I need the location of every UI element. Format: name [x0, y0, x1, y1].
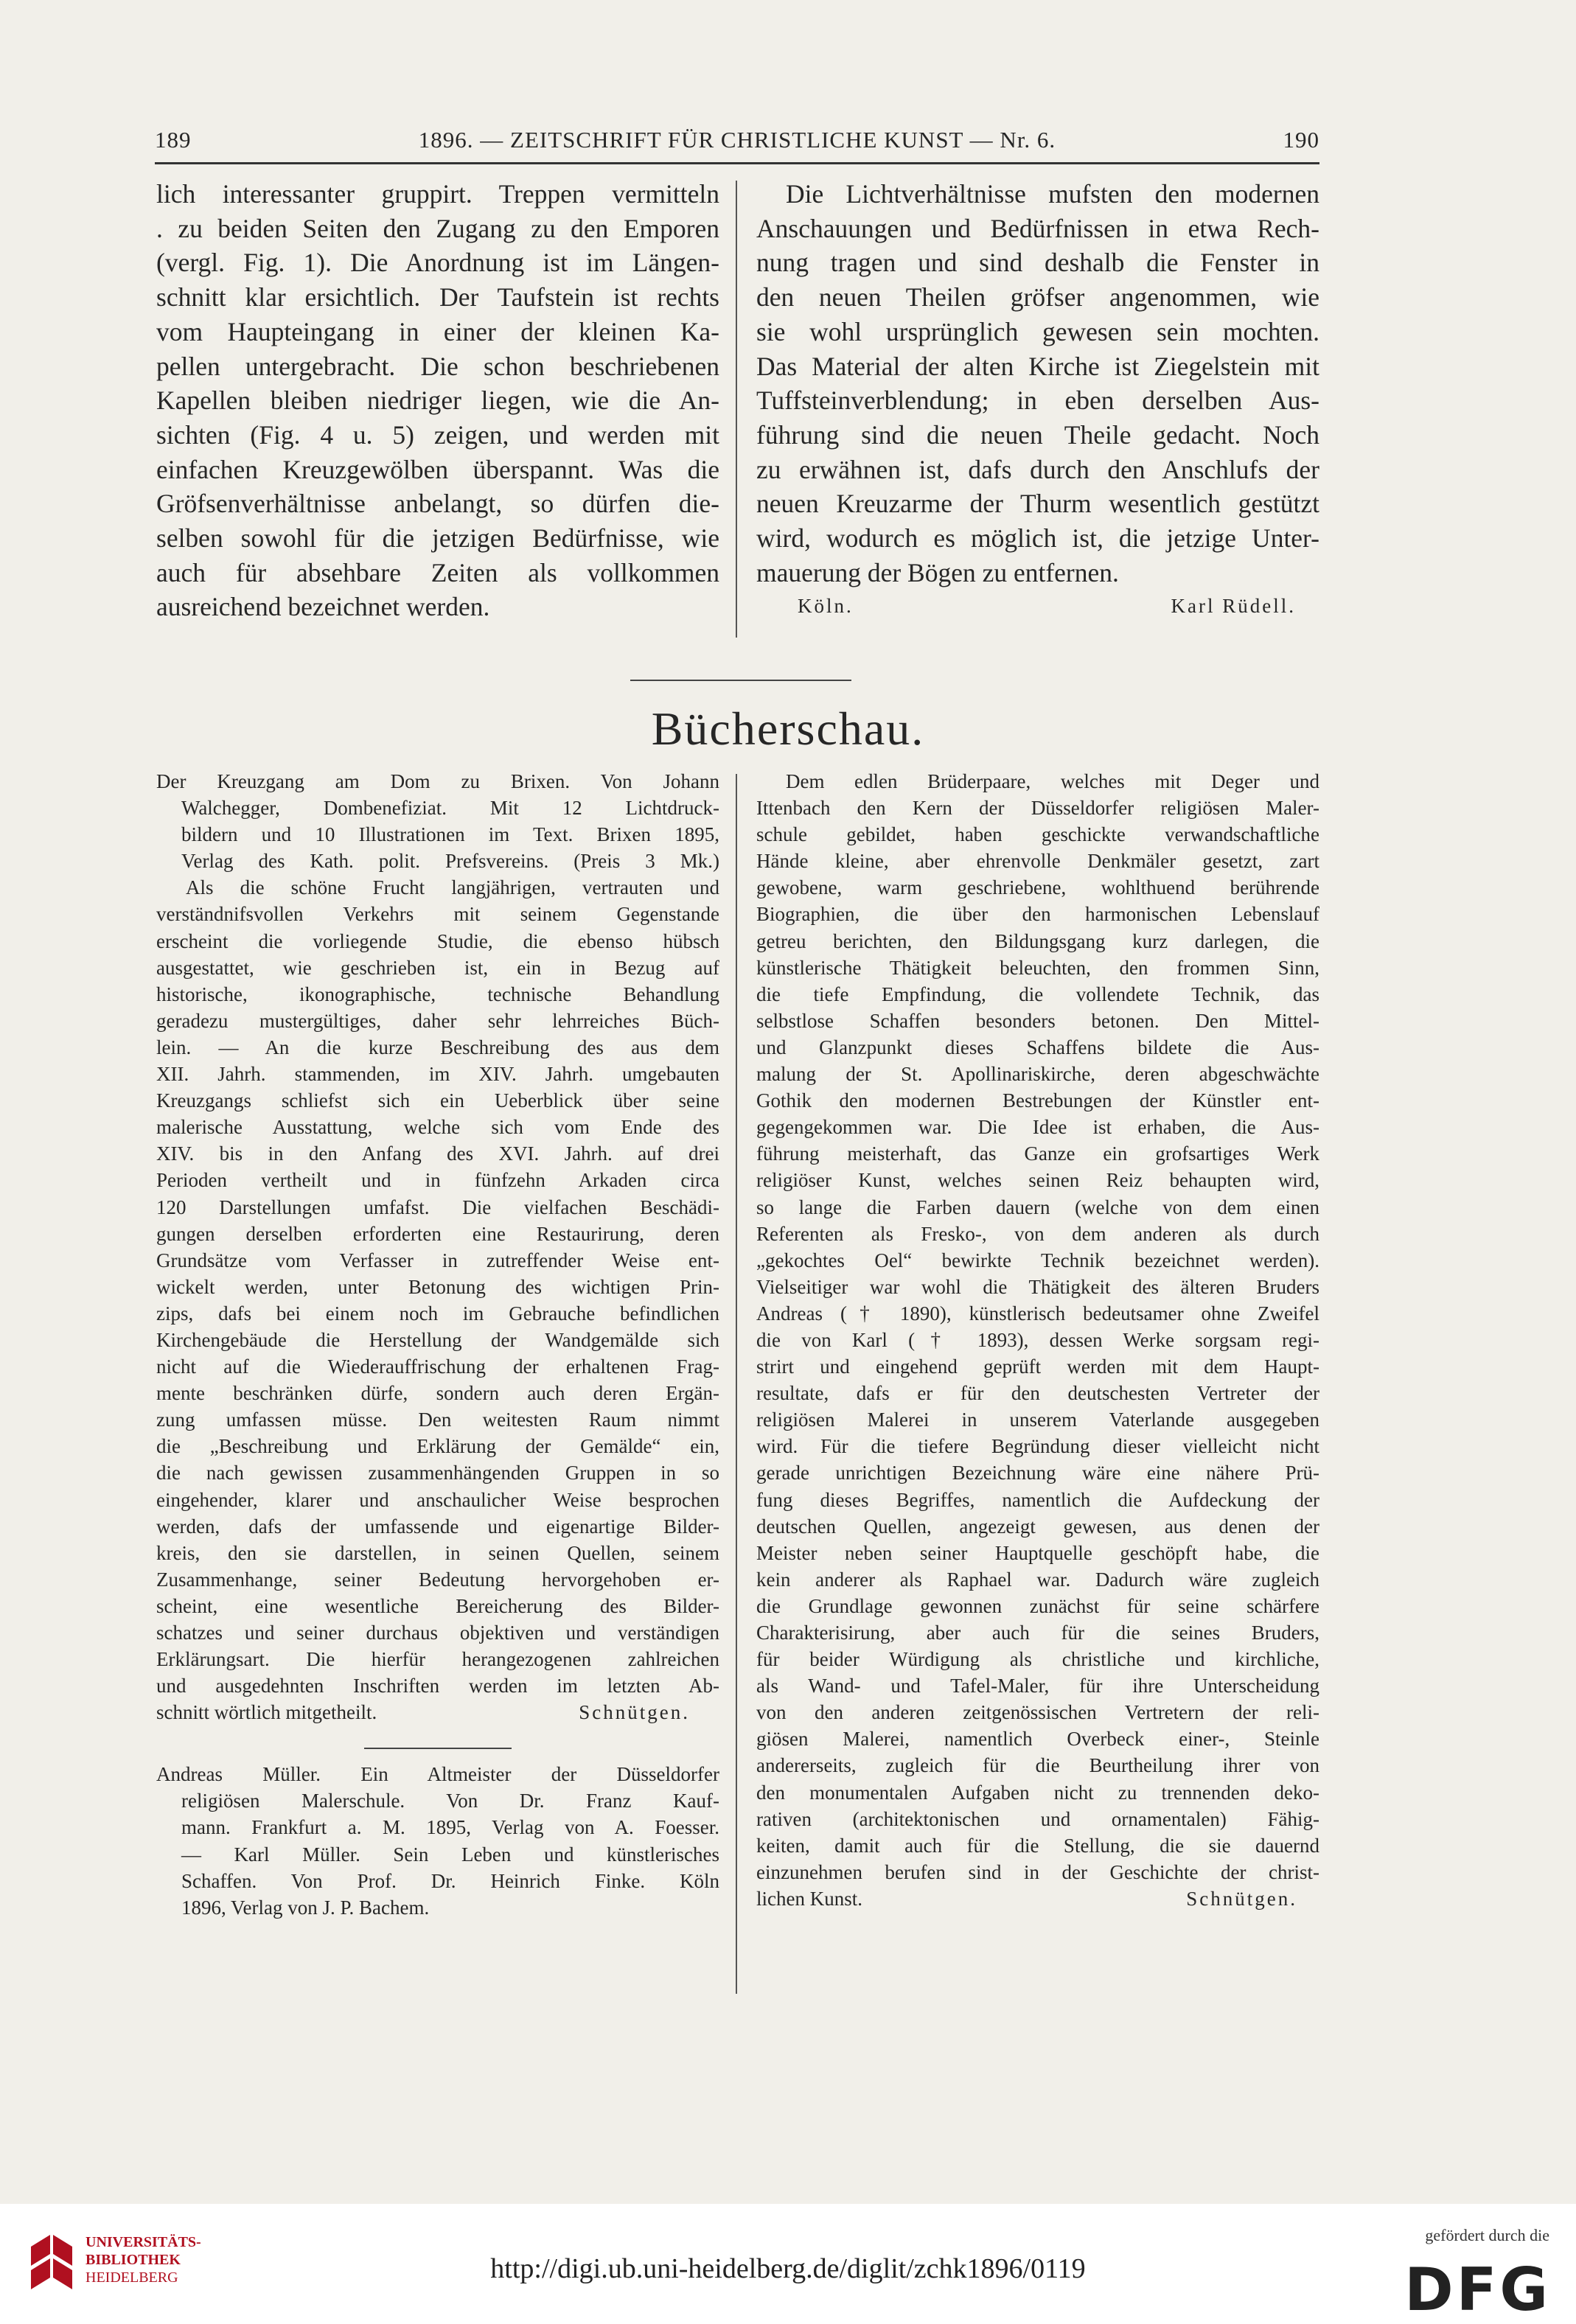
- top-left-column: [156, 177, 719, 624]
- review-line: Perioden vertheilt und in fünfzehn Arkaden circa: [156, 1169, 719, 1192]
- review-line: einzunehmen berufen sind in der Geschichte der christ-: [756, 1860, 1319, 1883]
- paragraph-line: wird, wodurch es möglich ist, die jetzige Unter-: [756, 523, 1319, 554]
- review2-last-line: [756, 1885, 1319, 1912]
- paragraph-line: einfachen Kreuzgewölben überspannt. Was die: [156, 454, 719, 484]
- review-line: Grundsätze vom Verfasser in zutreffender Weise ent-: [156, 1249, 719, 1271]
- paragraph-line: schnitt klar ersichtlich. Der Taufstein ist rechts: [156, 282, 719, 313]
- review-line: Zusammenhange, seiner Bedeutung hervorgehoben er-: [156, 1568, 719, 1591]
- library-line-3: HEIDELBERG: [86, 2269, 178, 2286]
- signature-place: Köln.: [798, 595, 854, 618]
- review-line: die Grundlage gewonnen zunächst für seine schärfere: [756, 1594, 1319, 1617]
- review-line: mente beschränken dürfe, sondern auch deren Ergän-: [156, 1382, 719, 1405]
- bibliographic-line: Walchegger, Dombenefiziat. Mit 12 Lichtdruck-: [181, 797, 719, 820]
- review-line: schatzes und seiner durchaus objektiven und verständigen: [156, 1622, 719, 1644]
- running-title: 1896. — ZEITSCHRIFT FÜR CHRISTLICHE KUNST — Nr. 6.: [418, 127, 1056, 153]
- review-line: gerade unrichtigen Bezeichnung wäre eine nähere Prü-: [756, 1462, 1319, 1484]
- running-header: [155, 127, 1319, 164]
- review-line: selbstlose Schaffen besonders betonen. Den Mittel-: [756, 1009, 1319, 1032]
- section-title: Bücherschau.: [651, 702, 925, 755]
- review-line: Erklärungsart. Die hierfür herangezogenen zahlreichen: [156, 1648, 719, 1671]
- review-line: keiten, damit auch für die Stellung, die sie dauernd: [756, 1834, 1319, 1857]
- review2-signature: Schnütgen.: [1186, 1887, 1297, 1910]
- review-line: XIV. bis in den Anfang des XVI. Jahrh. auf drei: [156, 1142, 719, 1165]
- header-rule: [155, 162, 1319, 164]
- paragraph-line: Gröfsenverhältnisse anbelangt, so dürfen die-: [156, 489, 719, 519]
- paragraph-line: sie wohl ursprünglich gewesen sein mochten.: [756, 316, 1319, 346]
- bibliographic-line: Der Kreuzgang am Dom zu Brixen. Von Johann: [156, 770, 719, 792]
- review-line: lein. — An die kurze Beschreibung des aus dem: [156, 1036, 719, 1058]
- review-line: zips, dafs bei einem noch im Gebrauche befindlichen: [156, 1302, 719, 1325]
- paragraph-line: Anschauungen und Bedürfnissen in etwa Rech-: [756, 213, 1319, 243]
- review-line: historische, ikonographische, technische Behandlung: [156, 983, 719, 1005]
- paragraph-line: . zu beiden Seiten den Zugang zu den Emporen: [156, 213, 719, 243]
- review-line: wird. Für die tiefere Begründung dieser vielleicht nicht: [756, 1435, 1319, 1458]
- review-line: Referenten als Fresko-, von dem anderen als durch: [756, 1222, 1319, 1245]
- review-line: werden, dafs der umfassende und eigenartige Bilder-: [156, 1515, 719, 1538]
- review-line: giösen Malerei, namentlich Overbeck einer-, Steinle: [756, 1728, 1319, 1751]
- funded-by-label: gefördert durch die: [1425, 2226, 1549, 2244]
- review-line: Als die schöne Frucht langjährigen, vertrauten und: [186, 876, 719, 899]
- paragraph-line: neuen Kreuzarme der Thurm wesentlich gestützt: [756, 489, 1319, 519]
- review-line: die nach gewissen zusammenhängenden Gruppen in so: [156, 1462, 719, 1484]
- review-line: Andreas († 1890), künstlerisch bedeutsamer ohne Zweifel: [756, 1302, 1319, 1325]
- review-line: malerische Ausstattung, welche sich vom Ende des: [156, 1116, 719, 1139]
- review-line: andererseits, zugleich für die Beurtheilung ihrer von: [756, 1754, 1319, 1777]
- bibliographic-line: Verlag des Kath. polit. Prefsvereins. (Preis 3 Mk.): [181, 850, 719, 873]
- review-line: verständnifsvollen Verkehrs mit seinem Gegenstande: [156, 903, 719, 926]
- review-line: fung dieses Begriffes, namentlich die Aufdeckung der: [756, 1488, 1319, 1511]
- review-line: und Glanzpunkt dieses Schaffens bildete die Aus-: [756, 1036, 1319, 1058]
- bibliographic-line: mann. Frankfurt a. M. 1895, Verlag von A. Foesser.: [181, 1816, 719, 1839]
- review-line: den monumentalen Aufgaben nicht zu trennenden deko-: [756, 1781, 1319, 1804]
- review1-last-line: [156, 1699, 719, 1725]
- review-line: eingehender, klarer und anschaulicher Weise besprochen: [156, 1488, 719, 1511]
- review-line: strirt und eingehend geprüft werden mit dem Haupt-: [756, 1355, 1319, 1378]
- review-line: Kirchengebäude die Herstellung der Wandgemälde sich: [156, 1328, 719, 1351]
- paragraph-line: pellen untergebracht. Die schon beschriebenen: [156, 351, 719, 381]
- review1-last-text: schnitt wörtlich mitgetheilt.: [156, 1701, 377, 1724]
- signature-author: Karl Rüdell.: [1171, 595, 1296, 618]
- paragraph-line: Die Lichtverhältnisse mufsten den modernen: [786, 179, 1319, 209]
- page-number-left: 189: [155, 127, 192, 153]
- review-line: ausgestattet, wie geschrieben ist, ein in Bezug auf: [156, 956, 719, 979]
- review-line: so lange die Farben dauern (welche von dem einen: [756, 1196, 1319, 1218]
- review-line: die „Beschreibung und Erklärung der Gemälde“ ein,: [156, 1435, 719, 1458]
- review-line: nicht auf die Wiederauffrischung der erhaltenen Frag-: [156, 1355, 719, 1378]
- paragraph-line: zu erwähnen ist, dafs durch den Anschlufs der: [756, 454, 1319, 484]
- library-line-1: UNIVERSITÄTS-: [86, 2234, 201, 2250]
- paragraph-line: lich interessanter gruppirt. Treppen vermitteln: [156, 179, 719, 209]
- review-line: malung der St. Apollinariskirche, deren abgeschwächte: [756, 1063, 1319, 1086]
- paragraph-line: Das Material der alten Kirche ist Ziegelstein mit: [756, 351, 1319, 381]
- page-number-right: 190: [1283, 127, 1319, 153]
- review-line: kreis, den sie darstellen, in seinen Quellen, seinem: [156, 1541, 719, 1564]
- review2-last-text: lichen Kunst.: [756, 1887, 862, 1910]
- paragraph-line: den neuen Theilen gröfser angenommen, wie: [756, 282, 1319, 313]
- paragraph-line: selben sowohl für die jetzigen Bedürfnisse, wie: [156, 523, 719, 554]
- bibliographic-line: Schaffen. Von Prof. Dr. Heinrich Finke. Köln: [181, 1869, 719, 1892]
- review-line: getreu berichten, den Bildungsgang kurz darlegen, die: [756, 929, 1319, 952]
- review-line: von den anderen zeitgenössischen Vertretern der reli-: [756, 1701, 1319, 1724]
- review-line: Meister neben seiner Hauptquelle geschöpft habe, die: [756, 1541, 1319, 1564]
- review-line: rativen (architektonischen und ornamentalen) Fähig-: [756, 1807, 1319, 1830]
- section-divider: [630, 680, 851, 681]
- review-line: als Wand- und Tafel-Maler, für ihre Unterscheidung: [756, 1675, 1319, 1697]
- paragraph-line: Tuffsteinverblendung; in eben derselben Aus-: [756, 385, 1319, 416]
- review-line: geradezu mustergültiges, daher sehr lehrreiches Büch-: [156, 1009, 719, 1032]
- review-line: 120 Darstellungen umfafst. Die vielfachen Beschädi-: [156, 1196, 719, 1218]
- review-line: für beider Würdigung als christliche und kirchliche,: [756, 1648, 1319, 1671]
- review-line: gegengekommen war. Die Idee ist erhaben, die Aus-: [756, 1116, 1319, 1139]
- review1-body: [156, 874, 719, 1699]
- top-right-column: [756, 177, 1319, 619]
- review-line: gewobene, warm geschriebene, wohlthuend berührende: [756, 876, 1319, 899]
- review-line: Biographien, die über den harmonischen Lebenslauf: [756, 903, 1319, 926]
- review-line: schule gebildet, haben geschickte verwandschaftliche: [756, 823, 1319, 846]
- review-line: Gothik den modernen Bestrebungen der Künstler ent-: [756, 1089, 1319, 1112]
- review-line: künstlerische Thätigkeit beleuchten, den frommen Sinn,: [756, 956, 1319, 979]
- review-line: „gekochtes Oel“ bewirkte Technik bezeichnet werden).: [756, 1249, 1319, 1271]
- paragraph-line: mauerung der Bögen zu entfernen.: [756, 557, 1119, 587]
- review-line: gungen derselben erforderten eine Restaurirung, deren: [156, 1222, 719, 1245]
- review-line: Kreuzgangs schliefst sich ein Ueberblick über seine: [156, 1089, 719, 1112]
- bottom-left-column: [156, 768, 719, 1921]
- review-line: religiöser Kunst, welches seinen Reiz behaupten wird,: [756, 1169, 1319, 1192]
- review-line: erscheint die vorliegende Studie, die ebenso hübsch: [156, 929, 719, 952]
- review1-signature: Schnütgen.: [579, 1701, 690, 1724]
- paragraph-line: führung sind die neuen Theile gedacht. Noch: [756, 419, 1319, 450]
- review-line: deutschen Quellen, angezeigt gewesen, aus denen der: [756, 1515, 1319, 1538]
- review-line: resultate, dafs er für den deutschesten Vertreter der: [756, 1382, 1319, 1405]
- paragraph-line: nung tragen und sind deshalb die Fenster in: [756, 248, 1319, 278]
- review-line: Ittenbach den Kern der Düsseldorfer religiösen Maler-: [756, 797, 1319, 820]
- review-line: Dem edlen Brüderpaare, welches mit Deger und: [786, 770, 1319, 792]
- review1-heading: [156, 768, 719, 874]
- review-line: Charakterisirung, aber auch für die seines Bruders,: [756, 1622, 1319, 1644]
- review-line: XII. Jahrh. stammenden, im XIV. Jahrh. umgebauten: [156, 1063, 719, 1086]
- column-divider-bottom: [736, 774, 737, 1994]
- review2-body: [756, 768, 1319, 1885]
- review-line: religiösen Malerei in unserem Vaterlande ausgegeben: [756, 1409, 1319, 1431]
- dfg-logo: DFG: [1404, 2255, 1551, 2324]
- bibliographic-line: religiösen Malerschule. Von Dr. Franz Kauf-: [181, 1790, 719, 1812]
- review-line: Hände kleine, aber ehrenvolle Denkmäler gesetzt, zart: [756, 850, 1319, 873]
- review-line: wickelt werden, unter Betonung des wichtigen Prin-: [156, 1275, 719, 1298]
- column-divider-top: [736, 181, 737, 638]
- review-line: scheint, eine wesentliche Bereicherung des Bilder-: [156, 1594, 719, 1617]
- review-line: kein anderer als Raphael war. Dadurch wäre zugleich: [756, 1568, 1319, 1591]
- bibliographic-line: 1896, Verlag von J. P. Bachem.: [181, 1896, 430, 1919]
- paragraph-line: auch für absehbare Zeiten als vollkommen: [156, 557, 719, 587]
- paragraph-line: vom Haupteingang in einer der kleinen Ka-: [156, 316, 719, 346]
- paragraph-line: Kapellen bleiben niedriger liegen, wie die An-: [156, 385, 719, 416]
- library-line-2: BIBLIOTHEK: [86, 2252, 181, 2268]
- paragraph-line: (vergl. Fig. 1). Die Anordnung ist im Längen-: [156, 248, 719, 278]
- top-signature: [756, 590, 1319, 619]
- paragraph-line: ausreichend bezeichnet werden.: [156, 592, 490, 622]
- review-line: und ausgedehnten Inschriften werden im letzten Ab-: [156, 1675, 719, 1697]
- bibliographic-line: — Karl Müller. Sein Leben und künstlerisches: [181, 1843, 719, 1866]
- review-line: die tiefe Empfindung, die vollendete Technik, das: [756, 983, 1319, 1005]
- permalink[interactable]: http://digi.ub.uni-heidelberg.de/diglit/zchk1896/0119: [490, 2253, 1086, 2284]
- review-line: Vielseitiger war wohl die Thätigkeit des älteren Bruders: [756, 1275, 1319, 1298]
- review2-heading: [156, 1761, 719, 1921]
- review-line: führung meisterhaft, das Ganze ein grofsartiges Werk: [756, 1142, 1319, 1165]
- paragraph-line: sichten (Fig. 4 u. 5) zeigen, und werden mit: [156, 419, 719, 450]
- bibliographic-line: Andreas Müller. Ein Altmeister der Düsseldorfer: [156, 1763, 719, 1786]
- bottom-right-column: [756, 768, 1319, 1912]
- review-line: die von Karl († 1893), dessen Werke sorgsam regi-: [756, 1328, 1319, 1351]
- review-line: zung umfassen müsse. Den weitesten Raum nimmt: [156, 1409, 719, 1431]
- bibliographic-line: bildern und 10 Illustrationen im Text. Brixen 1895,: [181, 823, 719, 846]
- review-divider: [364, 1748, 512, 1749]
